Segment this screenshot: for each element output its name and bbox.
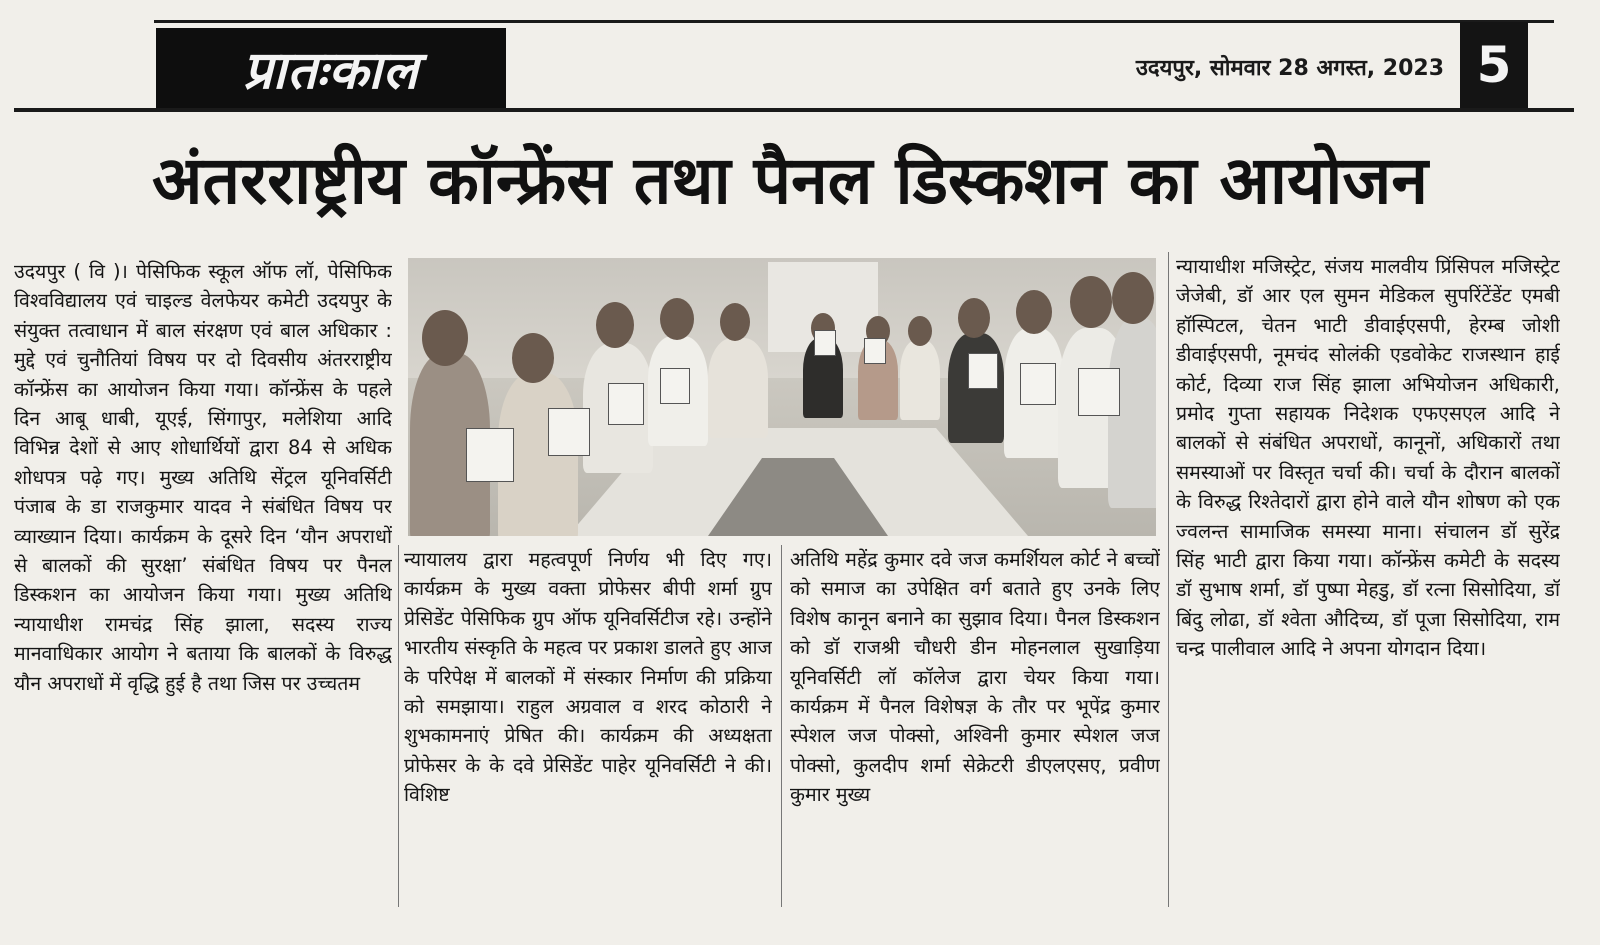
column-1-text: उदयपुर ( वि )। पेसिफिक स्कूल ऑफ लॉ, पेसिफिक विश्वविद्यालय एवं चाइल्ड वेलफेयर कमेटी उदयपुर के संयुक्त तत्वाधान में बाल संरक्षण एवं बाल अधिकार : मुद्दे एवं चुनौतियां विषय पर दो दिवसीय अंतरराष्ट्रीय कॉन्फ्रेंस का आयोजन किया गया। कॉन्फ्रेंस के पहले दिन आबू धाबी, यूएई, सिंगापुर, मलेशिया आदि विभिन्न देशों से आए शोधार्थियों द्वारा 84 से अधिक शोधपत्र पढ़े गए। मुख्य अतिथि सेंट्रल यूनिवर्सिटी पंजाब के डा राजकुमार यादव ने संबंधित विषय पर व्याख्यान दिया। कार्यक्रम के दूसरे दिन ‘यौन अपराधों से बालकों की सुरक्षा’ संबंधित विषय पर पैनल डिस्कशन का आयोजन किया गया। मुख्य अतिथि न्यायाधीश रामचंद्र सिंह झाला, सदस्य राज्य मानवाधिकार आयोग ने बताया कि बालकों के विरुद्ध यौन अपराधों में वृद्धि हुई है तथा जिस पर उच्चतम <box>14 260 392 695</box>
photo-booklet <box>968 353 998 389</box>
article-column-1 <box>14 257 392 907</box>
article-headline: अंतरराष्ट्रीय कॉन्फ्रेंस तथा पैनल डिस्कशन का आयोजन <box>152 142 1428 219</box>
photo-person-head <box>660 298 694 340</box>
page-number: 5 <box>1476 36 1512 94</box>
column-3-text: अतिथि महेंद्र कुमार दवे जज कमर्शियल कोर्ट ने बच्चों को समाज का उपेक्षित वर्ग बताते हुए उनके लिए विशेष कानून बनाने का सुझाव दिया। पैनल डिस्कशन को डॉ राजश्री चौधरी डीन मोहनलाल सुखाड़िया यूनिवर्सिटी लॉ कॉलेज द्वारा चेयर किया गया। कार्यक्रम में पैनल विशेषज्ञ के तौर पर भूपेंद्र कुमार स्पेशल जज पोक्सो, अश्विनी कुमार स्पेशल जज पोक्सो, कुलदीप शर्मा सेक्रेटरी डीएलएसए, प्रवीण कुमार मुख्य <box>790 548 1160 807</box>
newspaper-logo-text: प्रातःकाल <box>243 39 419 101</box>
column-divider <box>398 545 399 907</box>
column-divider <box>1168 252 1169 907</box>
photo-person-head <box>720 303 750 341</box>
photo-person <box>900 340 940 420</box>
article-column-3 <box>790 545 1160 907</box>
photo-booklet <box>864 338 886 364</box>
event-photo <box>408 258 1156 536</box>
photo-booklet <box>660 368 690 404</box>
photo-person-head <box>596 302 634 348</box>
photo-booklet <box>1078 368 1120 416</box>
newspaper-logo <box>156 28 506 108</box>
column-divider <box>781 545 782 907</box>
photo-booklet <box>1020 363 1056 405</box>
photo-person-head <box>908 316 932 346</box>
column-4-text: न्यायाधीश मजिस्ट्रेट, संजय मालवीय प्रिंसिपल मजिस्ट्रेट जेजेबी, डॉ आर एल सुमन मेडिकल सुपरिंटेंडेंट एमबी हॉस्पिटल, चेतन भाटी डीवाईएसपी, हेरम्ब जोशी डीवाईएसपी, नूमचंद सोलंकी एडवोकेट राजस्थान हाई कोर्ट, दिव्या राज सिंह झाला अभियोजन अधिकारी, प्रमोद गुप्ता सहायक निदेशक एफएसएल आदि ने बालकों से संबंधित अपराधों, कानूनों, अधिकारों तथा समस्याओं पर विस्तृत चर्चा की। चर्चा के दौरान बालकों के विरुद्ध रिश्तेदारों द्वारा होने वाले यौन शोषण को एक ज्वलन्त सामाजिक समस्या माना। संचालन डॉ सुरेंद्र सिंह भाटी द्वारा किया गया। कॉन्फ्रेंस कमेटी के सदस्य डॉ सुभाष शर्मा, डॉ पुष्पा मेहडु, डॉ रत्ना सिसोदिया, डॉ बिंदु लोढा, डॉ श्वेता औदिच्य, डॉ पूजा सिसोदिया, राम चन्द्र पालीवाल आदि ने अपना योगदान दिया। <box>1176 255 1560 661</box>
photo-booklet <box>466 428 514 482</box>
photo-booklet <box>814 330 836 356</box>
photo-booklet <box>608 383 644 425</box>
photo-person <box>708 338 768 438</box>
photo-person-head <box>1070 276 1112 328</box>
article-column-2 <box>404 545 772 907</box>
photo-booklet <box>548 408 590 456</box>
masthead-bottom-rule <box>14 108 1574 112</box>
page-number-box <box>1460 22 1528 108</box>
photo-person-head <box>1112 272 1154 324</box>
masthead-top-rule <box>154 20 1554 23</box>
column-2-text: न्यायालय द्वारा महत्वपूर्ण निर्णय भी दिए गए। कार्यक्रम के मुख्य वक्ता प्रोफेसर बीपी शर्मा ग्रुप प्रेसिडेंट पेसिफिक ग्रुप ऑफ यूनिवर्सिटीज रहे। उन्होंने भारतीय संस्कृति के महत्व पर प्रकाश डालते हुए आज के परिपेक्ष में बालकों में संस्कार निर्माण की प्रक्रिया को समझाया। राहुल अग्रवाल व शरद कोठारी ने शुभकामनाएं प्रेषित की। कार्यक्रम की अध्यक्षता प्रोफेसर के के दवे प्रेसिडेंट पाहेर यूनिवर्सिटी ने की। विशिष्ट <box>404 548 772 807</box>
masthead <box>14 10 1574 112</box>
photo-person-head <box>1016 290 1052 334</box>
photo-person-head <box>512 333 554 383</box>
dateline: उदयपुर, सोमवार 28 अगस्त, 2023 <box>1135 56 1444 81</box>
photo-person-head <box>958 298 990 338</box>
photo-person-head <box>422 310 468 366</box>
article-column-4 <box>1176 252 1560 907</box>
